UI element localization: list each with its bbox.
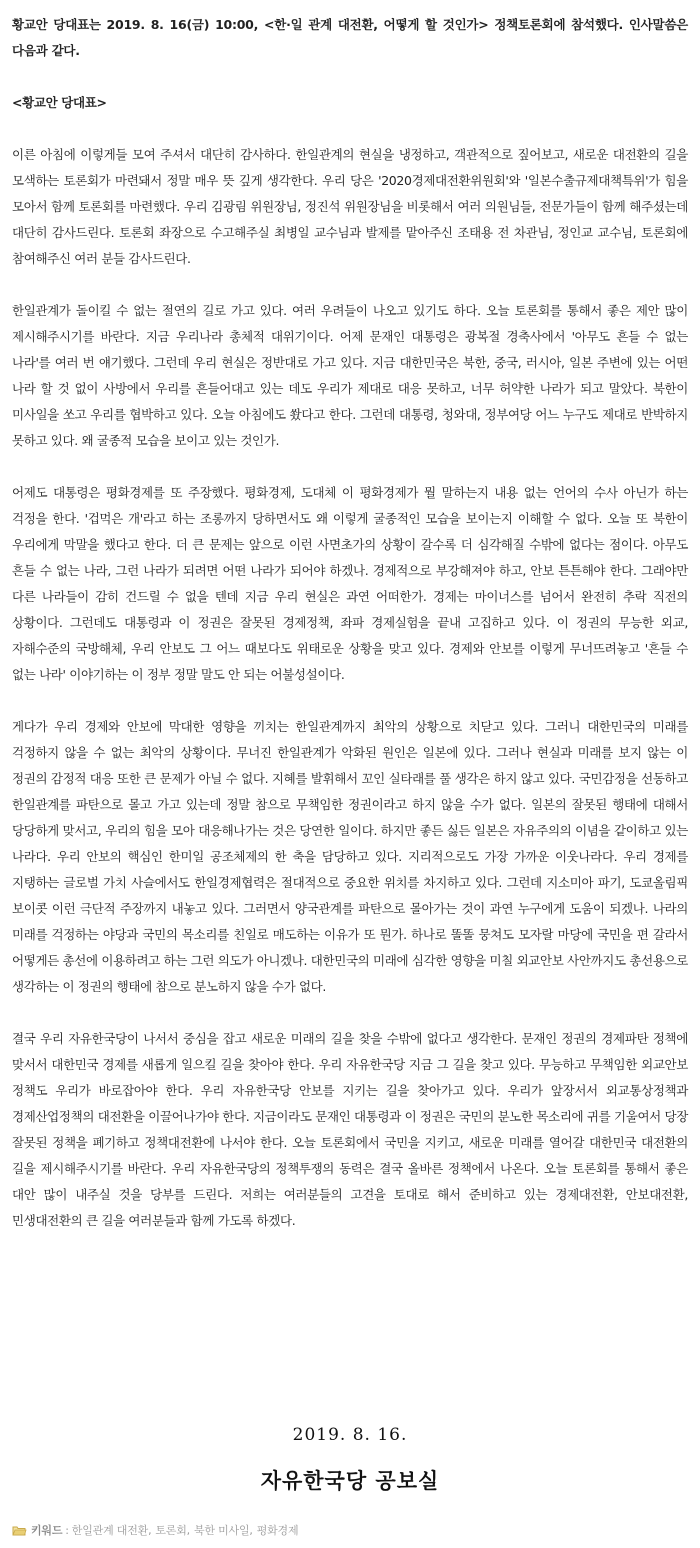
body-paragraph-1: 이른 아침에 이렇게들 모여 주셔서 대단히 감사하다. 한일관계의 현실을 냉정하고, 객관적으로 짚어보고, 새로운 대전환의 길을 모색하는 토론회가 마련돼서 정말 매우 뜻 깊게 생각한다. 우리 당은 '2020경제대전환위원회'와 '일본수출규제대책특위'가 힘을 모아서 함께 토론회를 마련했다. 우리 김광림 위원장님, 정진석 위원장님을 비롯해서 여러 의원님들, 전문가들이 함께 해주셨는데 대단히 감사드린다. 토론회 좌장으로 수고해주실 최병일 교수님과 발제를 맡아주신 조태용 전 차관님, 정인교 교수님, 토론회에 참여해주신 여러 분들 감사드린다. <box>12 147 688 266</box>
keyword-label: 키워드 <box>31 1524 63 1537</box>
keyword-item[interactable]: 한일관계 대전환 <box>71 1524 149 1537</box>
folder-icon <box>12 1525 27 1536</box>
keyword-item[interactable]: 북한 미사일 <box>193 1524 250 1537</box>
release-date: 2019. 8. 16. <box>292 1425 408 1445</box>
keyword-separator: : <box>65 1523 69 1537</box>
organization-name: 자유한국당 공보실 <box>260 1469 440 1493</box>
body-paragraph-2: 한일관계가 돌이킬 수 없는 절연의 길로 가고 있다. 여러 우려들이 나오고 있기도 하다. 오늘 토론회를 통해서 좋은 제안 많이 제시해주시기를 바란다. 지금 우리나라 총체적 대위기이다. 어제 문재인 대통령은 광복절 경축사에서 '아무도 흔들 수 없는 나라'를 여러 번 얘기했다. 그런데 우리 현실은 정반대로 가고 있다. 지금 대한민국은 북한, 중국, 러시아, 일본 주변에 있는 어떤 나라 할 것 없이 사방에서 우리를 흔들어대고 있는 데도 우리가 제대로 대응 못하고, 너무 허약한 나라가 되고 말았다. 북한이 미사일을 쏘고 우리를 협박하고 있다. 오늘 아침에도 쐈다고 한다. 그런데 대통령, 청와대, 정부여당 어느 누구도 제대로 반박하지 못하고 있다. 왜 굴종적 모습을 보이고 있는 것인가. <box>12 303 688 448</box>
speaker-heading: <황교안 당대표> <box>12 95 107 110</box>
body-paragraph-5: 결국 우리 자유한국당이 나서서 중심을 잡고 새로운 미래의 길을 찾을 수밖에 없다고 생각한다. 문재인 정권의 경제파탄 정책에 맞서서 대한민국 경제를 새롭게 일으킬 길을 찾아야 한다. 우리 자유한국당 지금 그 길을 찾고 있다. 무능하고 무책임한 외교안보 정책도 우리가 바로잡아야 한다. 우리 자유한국당 안보를 지키는 길을 찾아가고 있다. 우리가 앞장서서 외교통상정책과 경제산업정책의 대전환을 이끌어나가야 한다. 지금이라도 문재인 대통령과 이 정권은 국민의 분노한 목소리에 귀를 기울여서 당장 잘못된 정책을 폐기하고 정책대전환에 나서야 한다. 오늘 토론회에서 국민을 지키고, 새로운 미래를 열어갈 대한민국 대전환의 길을 제시해주시기를 바란다. 우리 자유한국당의 정책투쟁의 동력은 결국 올바른 정책에서 나온다. 오늘 토론회를 통해서 좋은 대안 많이 내주실 것을 당부를 드린다. 저희는 여러분들의 고견을 토대로 해서 준비하고 있는 경제대전환, 안보대전환, 민생대전환의 큰 길을 여러분들과 함께 가도록 하겠다. <box>12 1031 688 1228</box>
keyword-bar: 키워드 : 한일관계 대전환 , 토론회 , 북한 미사일 , 평화경제 <box>12 1522 298 1538</box>
keyword-item[interactable]: 토론회 <box>155 1524 187 1537</box>
keyword-item[interactable]: 평화경제 <box>256 1524 299 1537</box>
intro-text: 황교안 당대표는 2019. 8. 16(금) 10:00, <한·일 관계 대전환, 어떻게 할 것인가> 정책토론회에 참석했다. 인사말씀은 다음과 같다. <box>12 17 688 58</box>
body-paragraph-3: 어제도 대통령은 평화경제를 또 주장했다. 평화경제, 도대체 이 평화경제가 뭘 말하는지 내용 없는 언어의 수사 아닌가 하는 걱정을 한다. '겁먹은 개'라고 하는 조롱까지 당하면서도 왜 이렇게 굴종적인 모습을 보이는지 이해할 수 없다. 오늘 또 북한이 우리에게 막말을 했다고 한다. 더 큰 문제는 앞으로 이런 사면초가의 상황이 갈수록 더 심각해질 수밖에 없다는 점이다. 아무도 흔들 수 없는 나라, 그런 나라가 되려면 어떤 나라가 되어야 하겠나. 경제적으로 부강해져야 하고, 안보 튼튼해야 한다. 그래야만 다른 나라들이 감히 건드릴 수 없을 텐데 지금 우리 현실은 과연 어떠한가. 경제는 마이너스를 넘어서 완전히 추락 직전의 상황이다. 그런데도 대통령과 이 정권은 잘못된 경제정책, 좌파 경제실험을 끝내 고집하고 있다. 이 정권의 무능한 외교, 자해수준의 국방해체, 우리 안보도 그 어느 때보다도 위태로운 상황을 맞고 있다. 경제와 안보를 이렇게 무너뜨려놓고 '흔들 수 없는 나라' 이야기하는 이 정부 정말 말도 안 되는 어불성설이다. <box>12 485 688 682</box>
body-paragraph-4: 게다가 우리 경제와 안보에 막대한 영향을 끼치는 한일관계까지 최악의 상황으로 치닫고 있다. 그러니 대한민국의 미래를 걱정하지 않을 수 없는 최악의 상황이다. 무너진 한일관계가 악화된 원인은 일본에 있다. 그러나 현실과 미래를 보지 않는 이 정권의 감정적 대응 또한 큰 문제가 아닐 수 없다. 지혜를 발휘해서 꼬인 실타래를 풀 생각은 하지 않고 있다. 국민감정을 선동하고 한일관계를 파탄으로 몰고 가고 있는데 정말 참으로 무책임한 정권이라고 하지 않을 수가 없다. 일본의 잘못된 행태에 대해서 당당하게 맞서고, 우리의 힘을 모아 대응해나가는 것은 당연한 일이다. 하지만 좋든 싫든 일본은 자유주의의 이념을 같이하고 있는 나라다. 우리 안보의 핵심인 한미일 공조체제의 한 축을 담당하고 있다. 지리적으로도 가장 가까운 이웃나라다. 우리 경제를 지탱하는 글로벌 가치 사슬에서도 한일경제협력은 절대적으로 중요한 위치를 차지하고 있다. 그런데 지소미아 파기, 도쿄올림픽 보이콧 이런 극단적 주장까지 내놓고 있다. 그러면서 양국관계를 파탄으로 몰아가는 것이 과연 누구에게 도움이 되겠나. 나라의 미래를 걱정하는 야당과 국민의 목소리를 친일로 매도하는 이유가 또 뭔가. 하나로 똘똘 뭉쳐도 모자랄 마당에 국민을 편 갈라서 어떻게든 총선에 이용하려고 하는 그런 의도가 아니겠나. 대한민국의 미래에 심각한 영향을 미칠 외교안보 사안까지도 총선용으로 생각하는 이 정권의 행태에 참으로 분노하지 않을 수가 없다. <box>12 719 688 994</box>
